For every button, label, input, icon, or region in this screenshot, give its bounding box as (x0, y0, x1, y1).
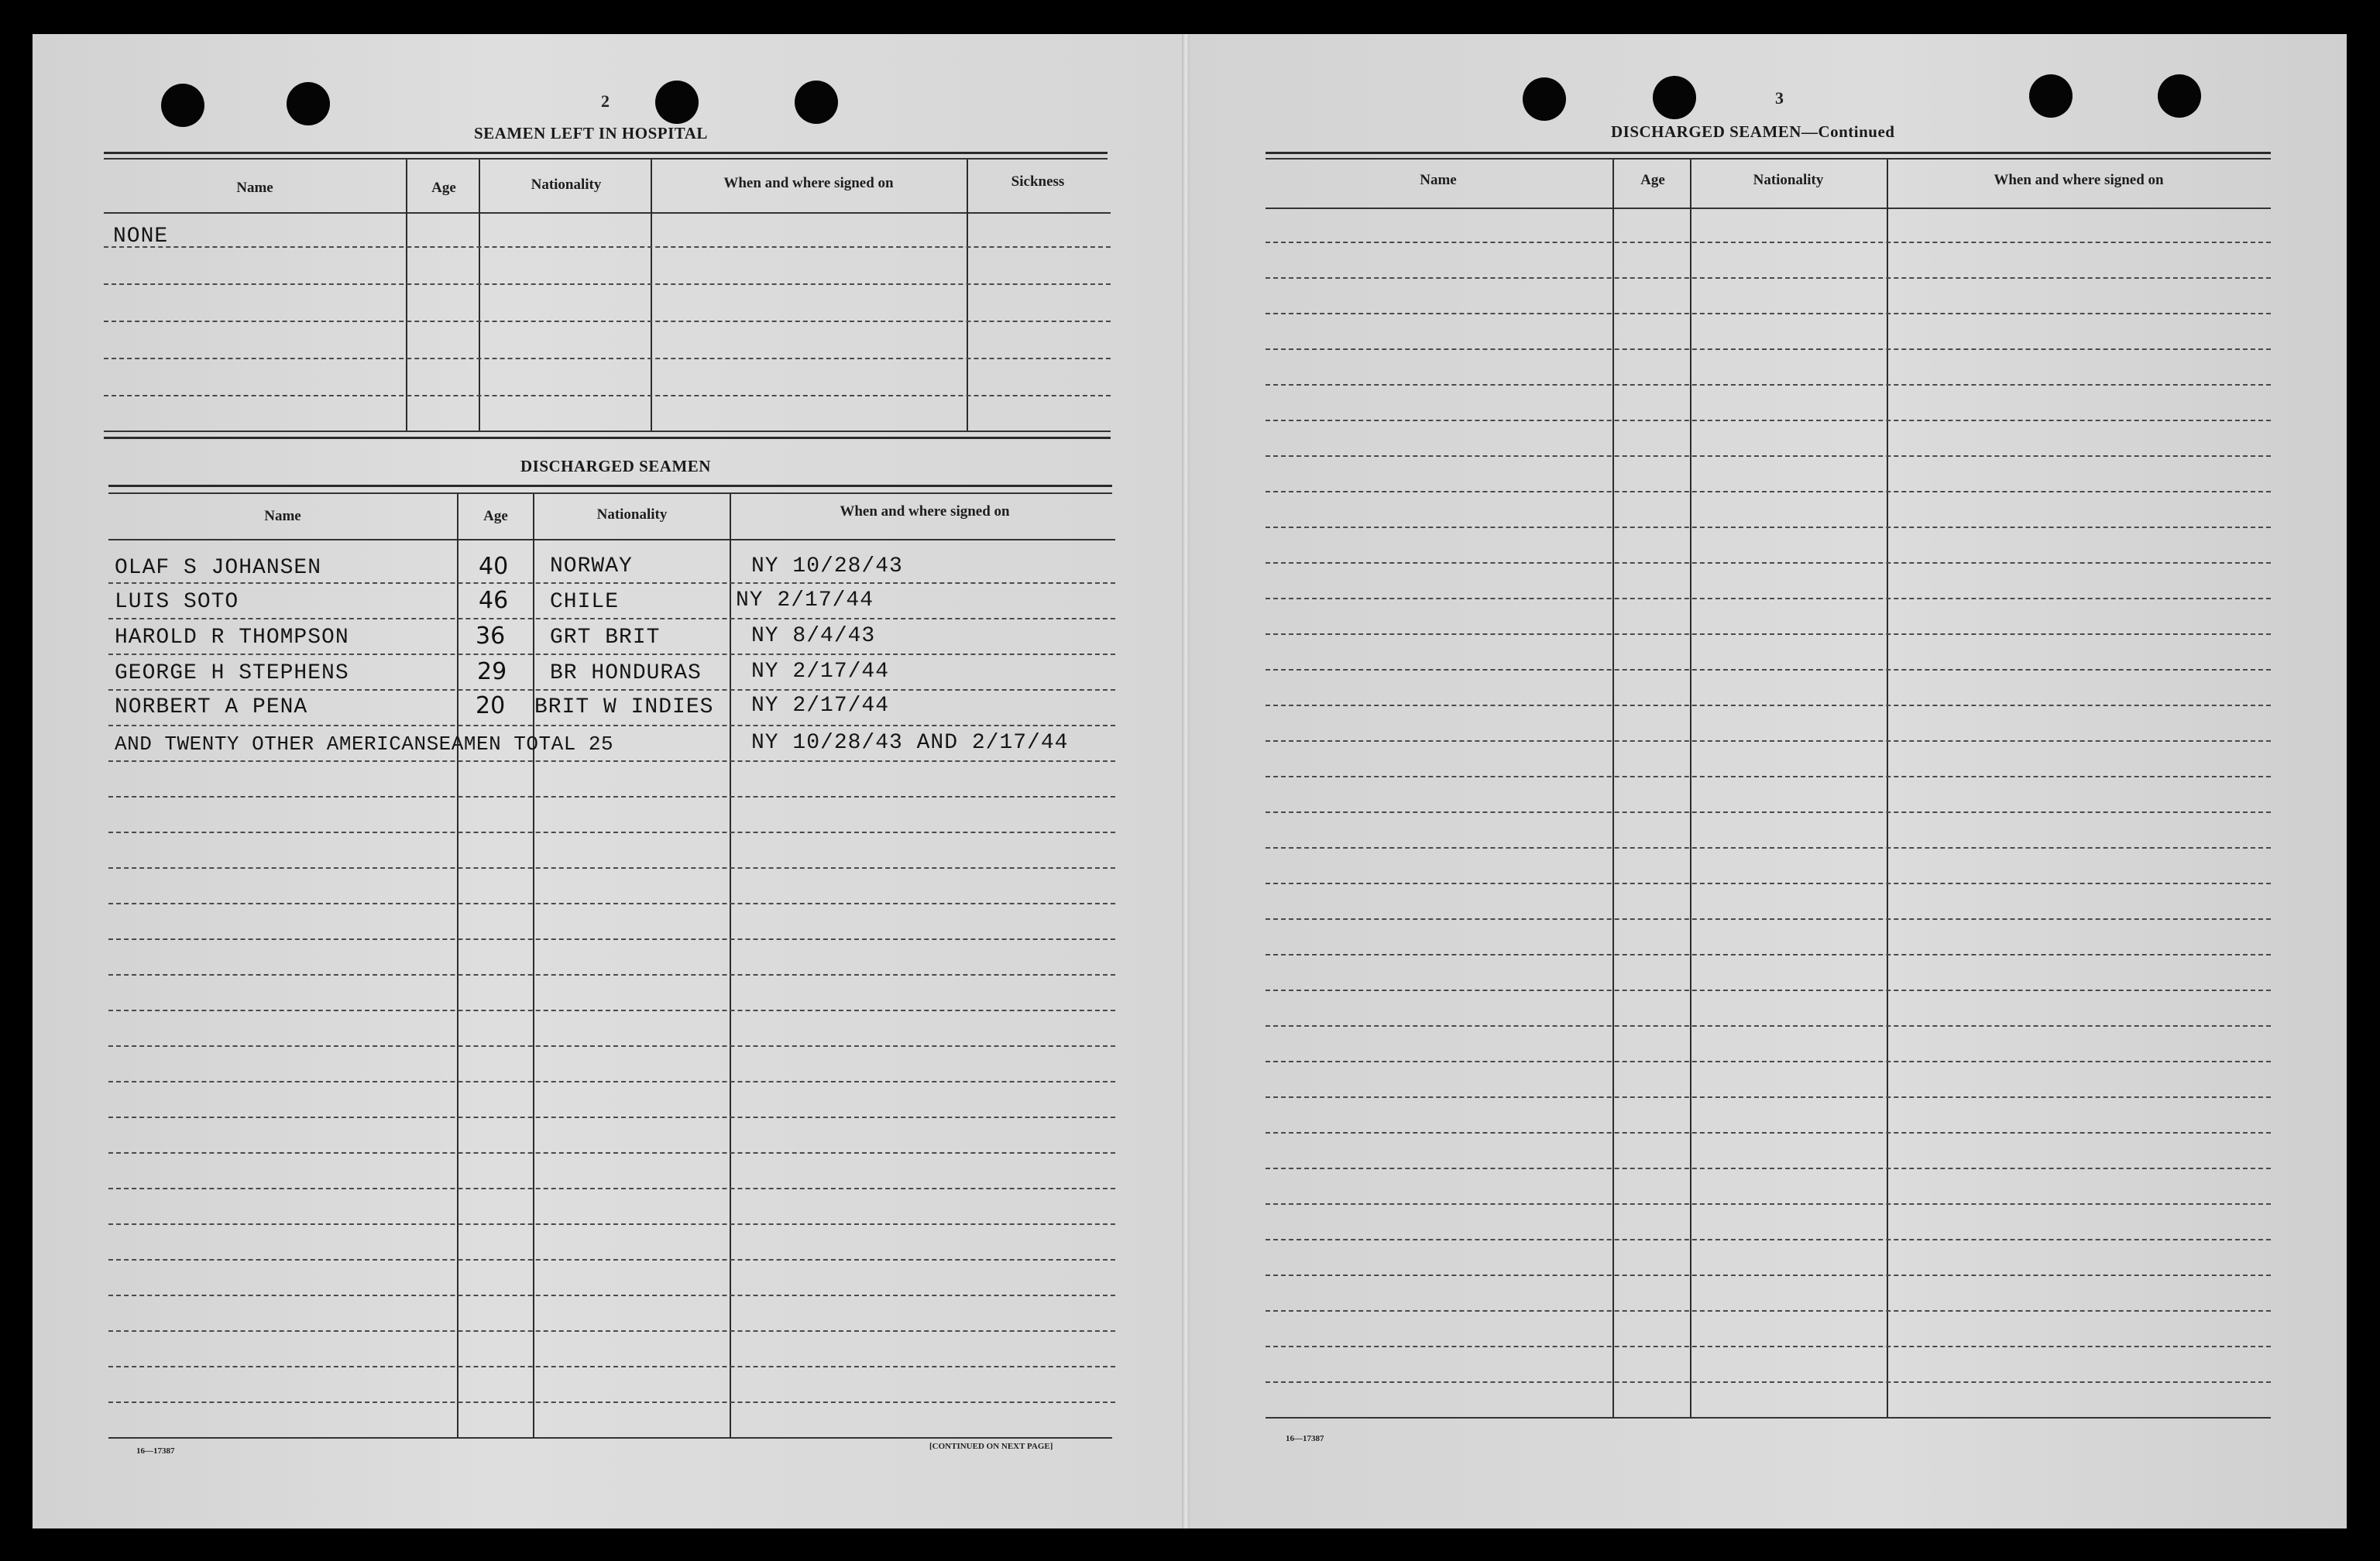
row-line (1266, 1096, 2271, 1098)
row-line (104, 321, 1111, 322)
punch-hole (655, 81, 699, 124)
col-header-age: Age (483, 508, 508, 524)
row-line (104, 283, 1111, 285)
table-rule (1266, 152, 2271, 154)
col-header-name: Name (264, 508, 301, 524)
punch-hole (795, 81, 838, 124)
row-line (1266, 633, 2271, 635)
header-rule (104, 212, 1111, 214)
col-header-nationality: Nationality (531, 177, 602, 193)
col-header-nationality: Nationality (1753, 172, 1824, 188)
row-line (1266, 669, 2271, 671)
row-line (108, 1188, 1115, 1189)
punch-hole (2158, 74, 2201, 118)
table-rule (108, 485, 1112, 487)
row-line (108, 1330, 1115, 1332)
punch-hole (1523, 77, 1566, 121)
row-line (108, 1117, 1115, 1118)
punch-hole (2029, 74, 2073, 118)
table-rule (104, 152, 1108, 154)
row-line (108, 618, 1115, 619)
row-line (108, 654, 1115, 655)
row-line (108, 867, 1115, 869)
row-line (1266, 384, 2271, 386)
row-line (1266, 277, 2271, 279)
row-line (1266, 1025, 2271, 1027)
seaman-nationality: GRT BRIT (550, 626, 661, 650)
seaman-nationality: NORWAY (550, 554, 633, 578)
column-divider (967, 160, 968, 431)
row-line (108, 1259, 1115, 1261)
row-line (1266, 954, 2271, 955)
row-line (1266, 918, 2271, 920)
header-rule (108, 539, 1115, 540)
continued-note: [CONTINUED ON NEXT PAGE] (929, 1442, 1053, 1451)
seaman-name: NORBERT A PENA (115, 695, 308, 719)
row-line (1266, 1381, 2271, 1383)
row-line (104, 358, 1111, 359)
col-header-nationality: Nationality (596, 506, 668, 523)
col-header-signed: When and where signed on (840, 503, 1010, 520)
table-rule (108, 1437, 1112, 1439)
row-line (108, 974, 1115, 976)
row-line (1266, 527, 2271, 528)
seaman-name: LUIS SOTO (115, 590, 239, 614)
column-divider (651, 160, 652, 431)
row-line (1266, 242, 2271, 243)
row-line (1266, 1168, 2271, 1169)
row-line (1266, 776, 2271, 777)
row-line (1266, 598, 2271, 599)
page-number: 2 (601, 91, 610, 111)
row-line (108, 1366, 1115, 1367)
row-line (1266, 883, 2271, 884)
discharged-continued-title: DISCHARGED SEAMEN—Continued (1611, 122, 1895, 141)
row-line (1266, 811, 2271, 813)
row-line (1266, 348, 2271, 350)
header-rule (1266, 208, 2271, 209)
row-line (1266, 455, 2271, 457)
punch-hole (287, 82, 330, 125)
punch-hole (161, 84, 204, 127)
table-rule (104, 431, 1111, 432)
row-line (108, 1081, 1115, 1082)
seaman-nationality: CHILE (550, 590, 620, 614)
col-header-signed: When and where signed on (723, 175, 894, 191)
table-rule (104, 437, 1111, 439)
row-line (104, 395, 1111, 396)
table-rule (1266, 1417, 2271, 1419)
summary-signed: NY 10/28/43 AND 2/17/44 (751, 731, 1069, 755)
left-page (33, 34, 1187, 1528)
row-line (108, 760, 1115, 762)
row-line (108, 689, 1115, 691)
row-line (108, 938, 1115, 940)
hospital-entry: NONE (113, 225, 169, 249)
row-line (1266, 1239, 2271, 1240)
row-line (108, 1010, 1115, 1011)
col-header-name: Name (236, 180, 273, 196)
seaman-age: 40 (479, 553, 509, 580)
seaman-name: HAROLD R THOMPSON (115, 626, 349, 650)
hospital-title: SEAMEN LEFT IN HOSPITAL (474, 124, 708, 142)
row-line (108, 1152, 1115, 1154)
row-line (108, 1401, 1115, 1403)
row-line (1266, 1310, 2271, 1312)
table-rule (108, 492, 1112, 494)
row-line (1266, 1275, 2271, 1276)
seaman-age: 36 (476, 623, 506, 650)
row-line (1266, 1061, 2271, 1062)
row-line (1266, 491, 2271, 492)
row-line (1266, 1346, 2271, 1347)
col-header-sickness: Sickness (1011, 173, 1065, 190)
right-page (1185, 34, 2347, 1528)
seaman-signed: NY 2/17/44 (751, 660, 890, 684)
punch-hole (1653, 76, 1696, 119)
row-line (108, 725, 1115, 726)
table-rule (104, 158, 1108, 160)
col-header-signed: When and where signed on (1994, 172, 2164, 188)
seaman-age: 20 (476, 692, 506, 719)
form-number: 16—17387 (1286, 1434, 1324, 1443)
seaman-nationality: BRIT W INDIES (534, 695, 714, 719)
row-line (108, 796, 1115, 798)
page-number: 3 (1775, 88, 1784, 108)
discharged-title: DISCHARGED SEAMEN (520, 457, 711, 475)
form-number: 16—17387 (136, 1446, 175, 1456)
row-line (108, 1223, 1115, 1225)
seaman-age: 29 (477, 658, 507, 685)
seaman-signed: NY 10/28/43 (751, 554, 903, 578)
table-rule (1266, 158, 2271, 160)
page-fold (1182, 34, 1190, 1528)
row-line (108, 832, 1115, 833)
row-line (1266, 740, 2271, 742)
col-header-age: Age (431, 180, 456, 196)
row-line (108, 903, 1115, 904)
row-line (108, 582, 1115, 584)
summary-line: AND TWENTY OTHER AMERICANSEAMEN TOTAL 25 (115, 732, 614, 756)
column-divider (406, 160, 407, 431)
row-line (108, 1045, 1115, 1047)
row-line (1266, 1132, 2271, 1134)
seaman-name: GEORGE H STEPHENS (115, 661, 349, 685)
seaman-signed: NY 2/17/44 (751, 694, 890, 718)
seaman-nationality: BR HONDURAS (550, 661, 702, 685)
seaman-name: OLAF S JOHANSEN (115, 556, 322, 580)
row-line (1266, 990, 2271, 991)
column-divider (479, 160, 480, 431)
col-header-age: Age (1640, 172, 1665, 188)
row-line (1266, 847, 2271, 849)
row-line (1266, 313, 2271, 314)
col-header-name: Name (1420, 172, 1457, 188)
row-line (1266, 562, 2271, 564)
seaman-signed: NY 2/17/44 (736, 588, 874, 612)
row-line (1266, 705, 2271, 706)
row-line (1266, 420, 2271, 421)
row-line (1266, 1203, 2271, 1205)
seaman-signed: NY 8/4/43 (751, 624, 876, 648)
row-line (104, 246, 1111, 248)
seaman-age: 46 (479, 587, 509, 614)
row-line (108, 1295, 1115, 1296)
